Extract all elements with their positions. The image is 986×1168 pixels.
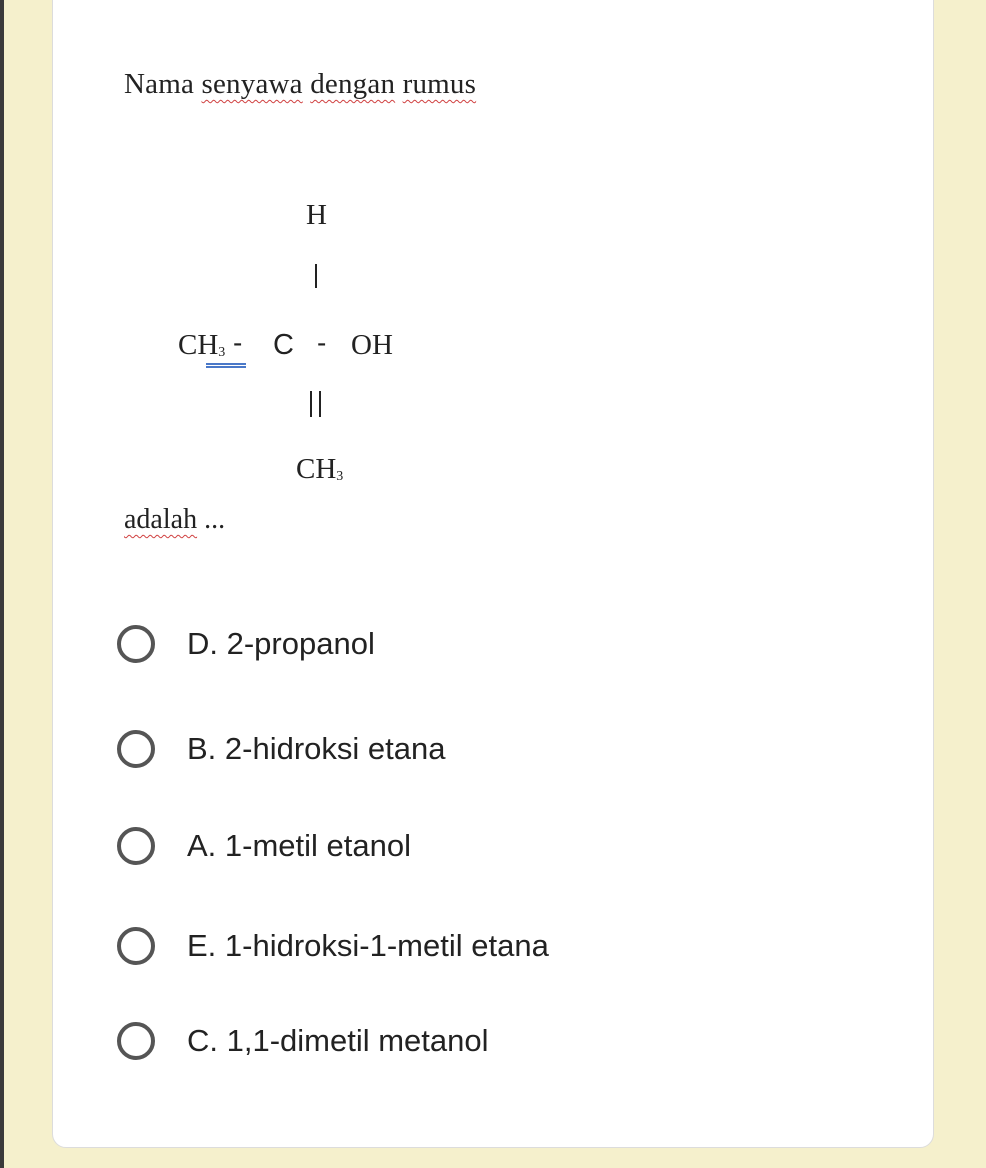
radio-button[interactable] [117,625,155,663]
formula-right-group: OH [351,329,393,361]
radio-button[interactable] [117,827,155,865]
option-c[interactable] [117,1016,489,1066]
option-b[interactable] [117,724,445,774]
option-label: A. 1-metil etanol [187,828,411,863]
option-a[interactable] [117,821,411,871]
double-underline-mark [206,363,246,368]
option-e[interactable] [117,921,549,971]
left-edge-bar [0,0,4,1168]
option-d[interactable] [117,619,375,669]
structural-formula [53,0,653,501]
single-bond-vertical [315,264,317,288]
formula-bottom-group: CH3 [296,453,344,485]
option-label: D. 2-propanol [187,626,375,661]
formula-top-atom: H [306,199,327,231]
option-label: B. 2-hidroksi etana [187,731,446,766]
formula-left-group: CH3 [178,329,226,361]
formula-center-atom: C [273,329,294,361]
radio-button[interactable] [117,730,155,768]
question-card [52,0,934,1148]
title-word-1: Nama [124,68,195,100]
left-bond: - [233,327,243,358]
option-label: C. 1,1-dimetil metanol [187,1023,489,1058]
question-closing-text: adalah ... [124,504,226,535]
option-label: E. 1-hidroksi-1-metil etana [187,928,549,963]
double-bond-line-2 [319,391,321,417]
title-word-3: dengan [310,68,396,100]
radio-button[interactable] [117,927,155,965]
right-bond: - [317,327,327,358]
double-bond-line-1 [310,391,312,417]
title-word-2: senyawa [201,68,303,100]
radio-button[interactable] [117,1022,155,1060]
title-word-4: rumus [402,68,477,100]
